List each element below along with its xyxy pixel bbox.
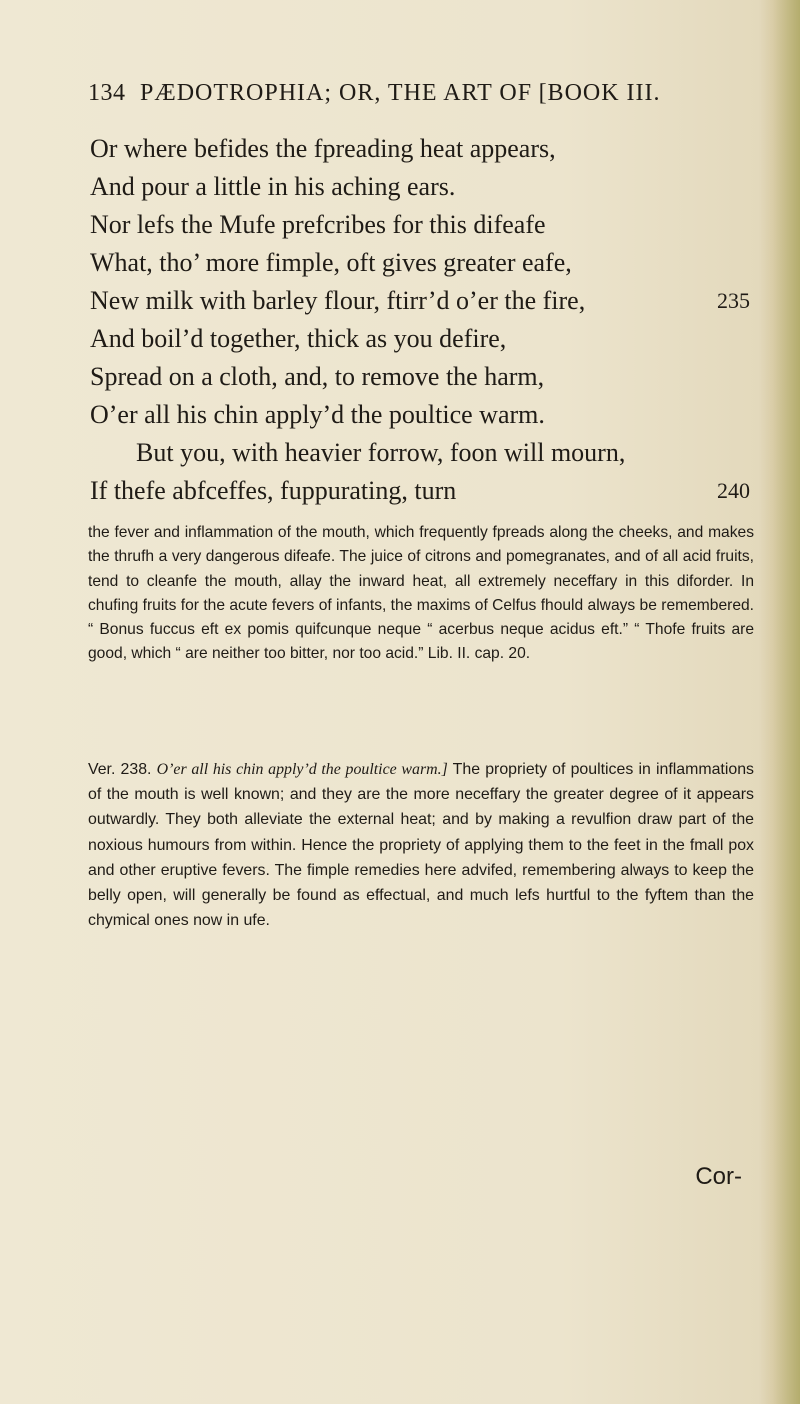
verse-text: If thefe abfceffes, fuppurating, turn bbox=[90, 476, 457, 505]
footnote-reference: Ver. 238. bbox=[88, 761, 152, 778]
verse-text: But you, with heavier forrow, foon will mourn, bbox=[136, 438, 626, 467]
running-title: PÆDOTROPHIA; OR, THE ART OF bbox=[140, 80, 533, 106]
verse-line bbox=[90, 396, 750, 434]
page-edge-shadow bbox=[758, 0, 800, 1404]
footnote-text: the fever and inflammation of the mouth, which frequently fpreads along the cheeks, and makes the thrufh a very dangerous difeafe. The juice of citrons and pomegranates, and of all acid fruits, tend to cleanfe the mouth, allay the inward heat, all extremely neceffary in this diforder. In chufing fruits for the acute fevers of infants, the maxims of Celfus fhould always be remembered. “ Bonus fuccus eft ex pomis quifcunque neque “ acerbus neque acidus eft.” “ Thofe fruits are good, which “ are neither too bitter, nor too acid.” Lib. II. cap. 20. bbox=[88, 524, 754, 663]
verse-text: O’er all his chin apply’d the poultice warm. bbox=[90, 400, 545, 429]
catchword: Cor- bbox=[695, 1163, 742, 1190]
verse-line bbox=[90, 244, 750, 282]
verse-text: New milk with barley flour, ftirr’d o’er the fire, bbox=[90, 286, 586, 315]
verse-line bbox=[90, 358, 750, 396]
line-number: 235 bbox=[717, 288, 750, 313]
footnote-body: The propriety of poultices in inflammations of the mouth is well known; and they are the more neceffary the greater degree of it appears outwardly. They both alleviate the external heat; and by making a revulfion draw part of the noxious humours from within. Hence the propriety of applying them to the feet in the fmall pox and other eruptive fevers. The fimple remedies here advifed, remembering always to keep the belly open, will generally be found as effectual, and much lefs hurtful to the fyftem than the chymical ones now in ufe. bbox=[88, 761, 754, 930]
footnote-paragraph bbox=[88, 757, 754, 933]
running-header bbox=[88, 80, 768, 116]
line-number: 240 bbox=[717, 478, 750, 503]
verse-line bbox=[90, 434, 750, 472]
verse-text: What, tho’ more fimple, oft gives greater eafe, bbox=[90, 248, 572, 277]
verse-line bbox=[90, 320, 750, 358]
footnote-lemma: O’er all his chin apply’d the poultice warm.] bbox=[156, 761, 448, 778]
footnote-continuation bbox=[88, 521, 754, 667]
book-label: [BOOK III. bbox=[538, 80, 661, 106]
page-number: 134 bbox=[88, 80, 126, 106]
verse-line bbox=[90, 206, 750, 244]
verse-line bbox=[90, 282, 750, 320]
verse-line bbox=[90, 130, 750, 168]
verse-text: Spread on a cloth, and, to remove the harm, bbox=[90, 362, 545, 391]
verse-text: Or where befides the fpreading heat appears, bbox=[90, 134, 556, 163]
verse-text: Nor lefs the Mufe prefcribes for this difeafe bbox=[90, 210, 546, 239]
verse-block bbox=[90, 130, 750, 510]
footnote-verse-238 bbox=[88, 757, 754, 933]
verse-line bbox=[90, 168, 750, 206]
verse-line bbox=[90, 472, 750, 510]
verse-text: And boil’d together, thick as you defire, bbox=[90, 324, 507, 353]
verse-text: And pour a little in his aching ears. bbox=[90, 172, 456, 201]
